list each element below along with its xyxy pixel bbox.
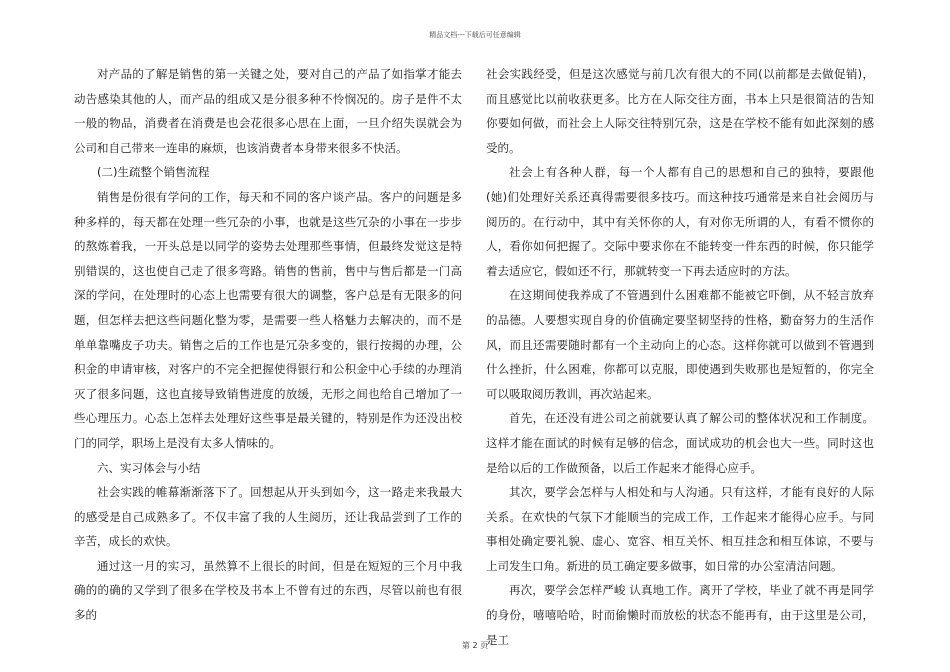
paragraph-character: 在这期间使我养成了不管遇到什么困难都不能被它吓倒，从不轻言放弃的品德。人要想实现自身的价值确定要坚韧坚持的性格，勤奋努力的生活作风，而且还需要随时都有一个主动向上的心态。这样你就可以做到不管遇到什么挫折，什么困难，你都可以克服，即使遇到失败那也是短暂的，你完全可以吸取阅历教训，再次站起来。 [486,288,874,401]
section-heading-sales-process: (二)生疏整个销售流程 [97,165,210,180]
page-header: 精品文档---下载后可任意编辑 [429,31,521,39]
paragraph-social-experience: 社会实践经受，但是这次感觉与前几次有很大的不同(以前都是去做促销)，而且感觉比以前收获更多。比方在人际交往方面，书本上只是很简洁的告知你要如何做，而社会上人际交往特别冗杂，这是在学校不能有如此深刻的感受的。 [486,67,874,155]
paragraph-second: 其次，要学会怎样与人相处和与人沟通。只有这样，才能有良好的人际关系。在欢快的气氛下才能顺当的完成工作，工作起来才能得心应手。与同事相处确定要礼貌、虚心、宽容、相互关怀、相互挂念和相互体谅，不要与上司发生口角。新进的员工确定要多做事，如日常的办公室清洁问题。 [486,485,874,573]
paragraph-practice-end: 社会实践的帷幕渐渐落下了。回想起从开头到如今，这一路走来我最大的感受是自己成熟多了。不仅丰富了我的人生阅历，还让我品尝到了工作的辛苦，成长的欢快。 [74,485,462,549]
paragraph-first: 首先，在还没有进公司之前就要认真了解公司的整体状况和工作制度。这样才能在面试的时候有足够的信念，面试成功的机会也大一些。同时这也是给以后的工作做预备，以后工作起来才能得心应手。 [486,411,874,475]
page-number: 第 2 页 [461,641,489,650]
paragraph-product-knowledge: 对产品的了解是销售的第一关键之处，要对自己的产品了如指掌才能去动告感染其他的人，而产品的组成又是分很多种不怜悯况的。房子是件不太一般的物品，消费者在消费是也会花很多心思在上面，一旦介绍失误就会为公司和自己带来一连串的麻烦，也该消费者本身带来很多不快活。 [74,67,462,155]
right-column [486,62,874,652]
left-column [74,62,462,628]
section-heading-summary: 六、实习体会与小结 [97,460,201,475]
paragraph-sales-work: 销售是份很有学问的工作，每天和不同的客户谈产品。客户的问题是多种多样的，每天都在处理一些冗杂的小事，也就是这些冗杂的小事在一步步的熬炼着我，一开头总是以同学的姿势去处理那些事情，但最终发觉这是特别错误的，这也使自己走了很多弯路。销售的售前，售中与售后都是一门高深的学问，在处理时的心态上也需要有很大的调整，客户总是有无限多的问题，但怎样去把这些问题化整为零，是需要一些人格魅力去解决的，而不是单单靠嘴皮子功夫。销售之后的工作也是冗杂多变的，银行按揭的办理，公积金的申请审核，对客户的不完全把握使得银行和公积金中心手续的办理消灭了很多问题，这也直接导致销售进度的放缓，无形之间也给自己增加了一些心理压力。心态上怎样去处理好这些事是最关键的，特别是作为还没出校门的同学，职场上是没有太多人情味的。 [74,189,462,450]
paragraph-one-month: 通过这一月的实习，虽然算不上很长的时间，但是在短短的三个月中我确的的确的又学到了很多在学校及书本上不曾有过的东西，尽管以前也有很多的 [74,558,462,623]
paragraph-third: 再次，要学会怎样严峻 认真地工作。离开了学校，毕业了就不再是同学的身份，嘻嘻哈哈，时而偷懒时而放松的状态不能再有，由于这里是公司，是工 [486,583,874,647]
paragraph-social-groups: 社会上有各种人群，每一个人都有自己的思想和自己的独特，要跟他(她)们处理好关系还真得需要很多技巧。而这种技巧通常是来自社会阅历与阅历的。在行动中，其中有关怀你的人，有对你无所谓的人，有看不惯你的人，看你如何把握了。交际中要求你在不能转变一件东西的时候，你只能学着去适应它，假如还不行，那就转变一下再去适应时的方法。 [486,165,874,278]
